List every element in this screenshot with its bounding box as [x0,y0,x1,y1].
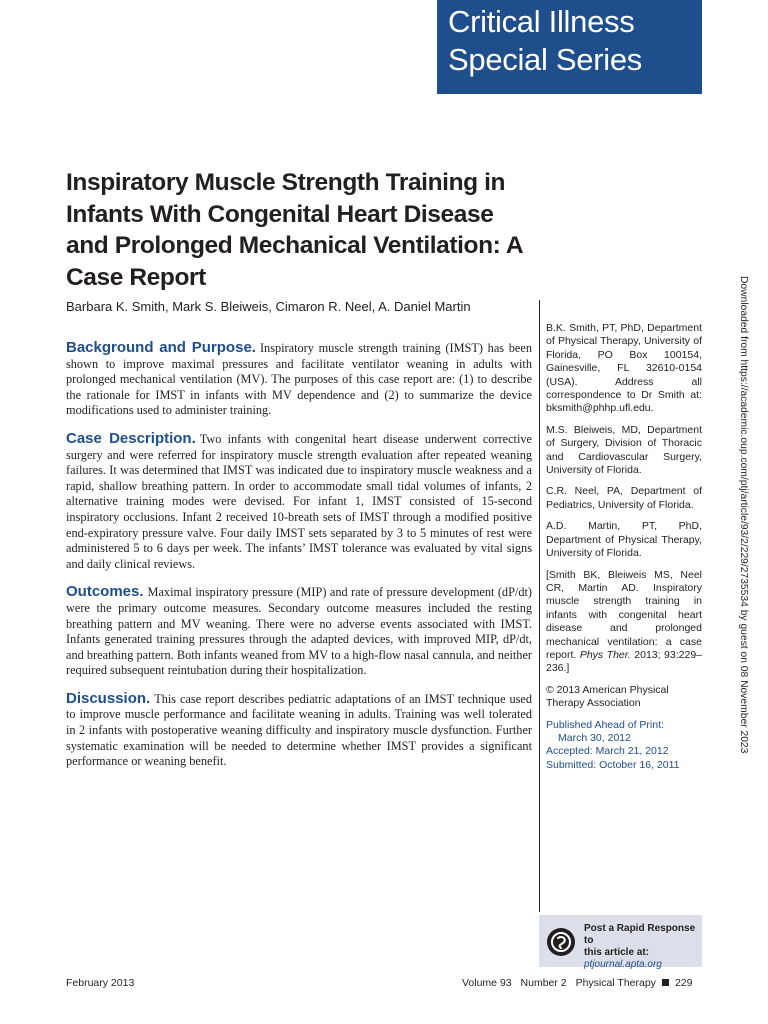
copyright: © 2013 American Physical Therapy Association [546,683,669,710]
submitted-date: Submitted: October 16, 2011 [546,758,680,771]
citation-main: [Smith BK, Bleiweis MS, Neel CR, Martin AD. Inspiratory muscle strength training in infants with congenital heart disease and prolonged mechanical ventilation: a case report. [546,568,702,661]
section-text: Maximal inspiratory pressure (MIP) and rate of pressure development (dP/dt) were the primary outcome measures. Secondary outcome measures included the resting breathing pattern and MV weaning. There were no adverse events associated with IMST. Infants generated training pressures through the adapted devices, with improved MIP, dP/dt, and breathing pattern. Both infants weaned from MV to a high-flow nasal cannula, and neither required subsequent reintubation during their hospitalization. [66,585,532,678]
abstract [66,340,532,782]
footer-square-icon [662,979,669,986]
section-heading: Discussion. [66,689,151,707]
download-watermark [737,276,751,758]
author-sidebar [546,322,702,780]
rapid-response-icon [546,927,576,957]
citation-tail: 2013; 93:229–236.] [546,648,702,675]
series-title-line1: Critical Illness [448,4,635,39]
rapid-response-link[interactable]: ptjournal.apta.org [584,959,662,970]
published-label: Published Ahead of Print: [546,718,664,731]
publication-dates [546,719,702,773]
download-note-text: Downloaded from https://academic.oup.com/ptj/article/93/2/229/2735534 by guest on 08 November 2023 [738,276,749,754]
abstract-outcomes [66,584,532,679]
published-date: March 30, 2012 [558,731,631,744]
rapid-response-text [584,923,702,971]
series-title-line2: Special Series [448,42,642,77]
series-title [448,3,698,79]
abstract-discussion [66,691,532,770]
footer-info [462,977,702,989]
footer-page: 229 [674,977,693,989]
footer-volume: Volume 93 [462,977,512,989]
section-heading: Case Description. [66,429,196,447]
affiliation-bleiweis: M.S. Bleiweis, MD, Department of Surgery, Division of Thoracic and Cardiovascular Surgery, University of Florida. [546,423,702,477]
affiliation-smith: B.K. Smith, PT, PhD, Department of Physical Therapy, University of Florida, PO Box 100154, Gainesville, FL 32610-0154 (USA). Address all correspondence to Dr Smith at: bksmith@phhp.ufl.edu. [546,322,702,415]
column-divider [539,300,540,912]
article-title: Inspiratory Muscle Strength Training in Infants With Congenital Heart Disease and Prolonged Mechanical Ventilation: A Case Report [66,169,523,291]
section-heading: Outcomes. [66,583,144,601]
rapid-response-line2: this article at: [584,947,650,958]
accepted-date: Accepted: March 21, 2012 [546,745,669,758]
rapid-response-line1: Post a Rapid Response to [584,923,696,946]
abstract-background [66,340,532,419]
affiliation-neel: C.R. Neel, PA, Department of Pediatrics, University of Florida. [546,485,702,511]
citation [546,569,702,676]
affiliation-martin: A.D. Martin, PT, PhD, Department of Physical Therapy, University of Florida. [546,520,702,560]
section-text: This case report describes pediatric adaptations of an IMST technique used to improve muscle performance and facilitate weaning in adults. Training was well tolerated in 2 infants with postoperative weaning difficulty and inspiratory muscle dysfunction. Further systematic examination will be needed to determine whether IMST provides a significant performance or weaning benefit. [66,691,532,769]
footer-date: February 2013 [66,977,135,989]
abstract-case-description [66,431,532,572]
citation-journal: Phys Ther. [579,648,631,661]
section-text: Inspiratory muscle strength training (IMST) has been shown to improve maximal pressures and facilitate ventilator weaning in adults with prolonged mechanical ventilation (MV). The purposes of this case report are: (1) to describe the rationale for IMST in infants with MV dependence and (2) to summarize the device modifications used to administer training. [66,341,532,418]
article-authors: Barbara K. Smith, Mark S. Bleiweis, Cimaron R. Neel, A. Daniel Martin [66,299,471,314]
section-heading: Background and Purpose. [66,339,256,356]
section-text: Two infants with congenital heart disease underwent corrective surgery and were referred for inspiratory muscle strength evaluation after repeated weaning failures. It was determined that IMST was indicated due to inspiratory muscle weakness and a rapid, shallow breathing pattern. In order to accommodate small tidal volumes of infants, 2 alternative training modes were devised. For infant 1, IMST consisted of 15-second inspiratory occlusions. Infant 2 received 10-breath sets of IMST through a modified positive end-expiratory pressure valve. Four daily IMST sets separated by 3 to 5 minutes of rest were administered 5 to 6 days per week. The infants’ IMST tolerance was evaluated by vital signs and daily clinical reviews. [66,431,532,571]
footer-journal: Physical Therapy [575,977,656,989]
footer-number: Number 2 [520,977,567,989]
